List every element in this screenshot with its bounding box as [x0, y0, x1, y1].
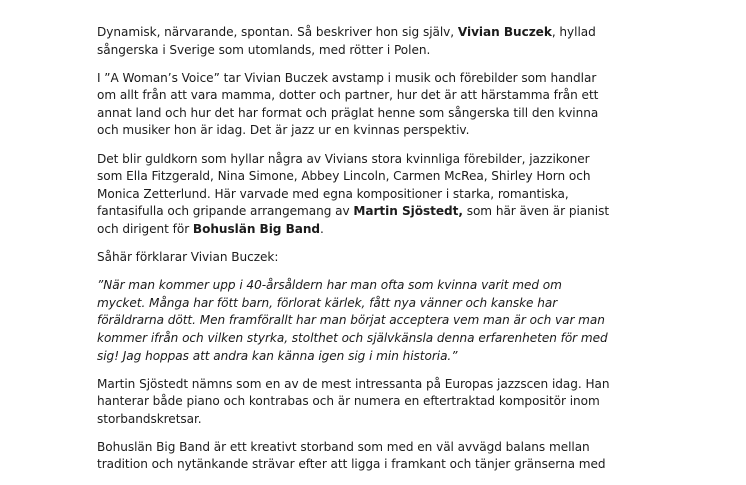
paragraph-5: [97, 277, 657, 365]
text-run: Dynamisk, närvarande, spontan. Så beskriver hon sig själv,: [97, 25, 458, 39]
bold-text: Bohuslän Big Band: [192, 221, 321, 236]
text-run: Såhär förklarar Vivian Buczek:: [97, 250, 279, 265]
paragraph-3: [97, 151, 657, 239]
text-run: Bohuslän Big Band är ett kreativt storband som med en väl avvägd balans mellan tradition och nytänkande strävar efter att ligga i framkant och tänjer gränserna med: [97, 439, 606, 472]
paragraph-1: [97, 24, 657, 59]
text-run: ”När man kommer upp i 40-årsåldern har man ofta som kvinna varit med om mycket. Många har fött barn, förlorat kärlek, fått nya vänner och kanske har föräldrarna dött. Men framförallt har man börjat acceptera vem man är och var man kommer ifrån och vilken styrka, stolthet och självkänsla denna erfarenheten för med sig! Jag hoppas att andra kan känna igen sig i min historia.”: [97, 278, 608, 363]
text-run: , hyllad sångerska i Sverige som utomlands, med rötter i Polen.: [97, 25, 596, 57]
bold-text: Martin Sjöstedt,: [353, 204, 463, 219]
document-body: [97, 24, 657, 485]
paragraph-2: [97, 70, 657, 140]
text-run: Det blir guldkorn som hyllar några av Vivians stora kvinnliga förebilder, jazzikoner som Ella Fitzgerald, Nina Simone, Abbey Lincoln, Carmen McRea, Shirley Horn och Monica Zetterlund. Här varvade med egna kompositioner i starka, romantiska, fantasifulla och gripande arrangemang av: [97, 151, 591, 219]
text-run: .: [320, 221, 324, 236]
bold-text: Vivian Buczek: [457, 25, 552, 39]
paragraph-6: [97, 376, 657, 429]
paragraph-4: [97, 249, 657, 267]
text-run: Martin Sjöstedt nämns som en av de mest intressanta på Europas jazzscen idag. Han hanterar både piano och kontrabas och är numera en eftertraktad kompositör inom storbandskretsar.: [97, 376, 610, 426]
text-run: I ”A Woman’s Voice” tar Vivian Buczek avstamp i musik och förebilder som handlar om allt från att vara mamma, dotter och partner, hur det är att härstamma från ett annat land och hur det har format och präglat henne som sångerska till den kvinna och musiker hon är idag. Det är jazz ur en kvinnas perspektiv.: [97, 70, 599, 138]
text-run: som här även är pianist och dirigent för: [97, 204, 610, 236]
paragraph-7: [97, 439, 657, 474]
